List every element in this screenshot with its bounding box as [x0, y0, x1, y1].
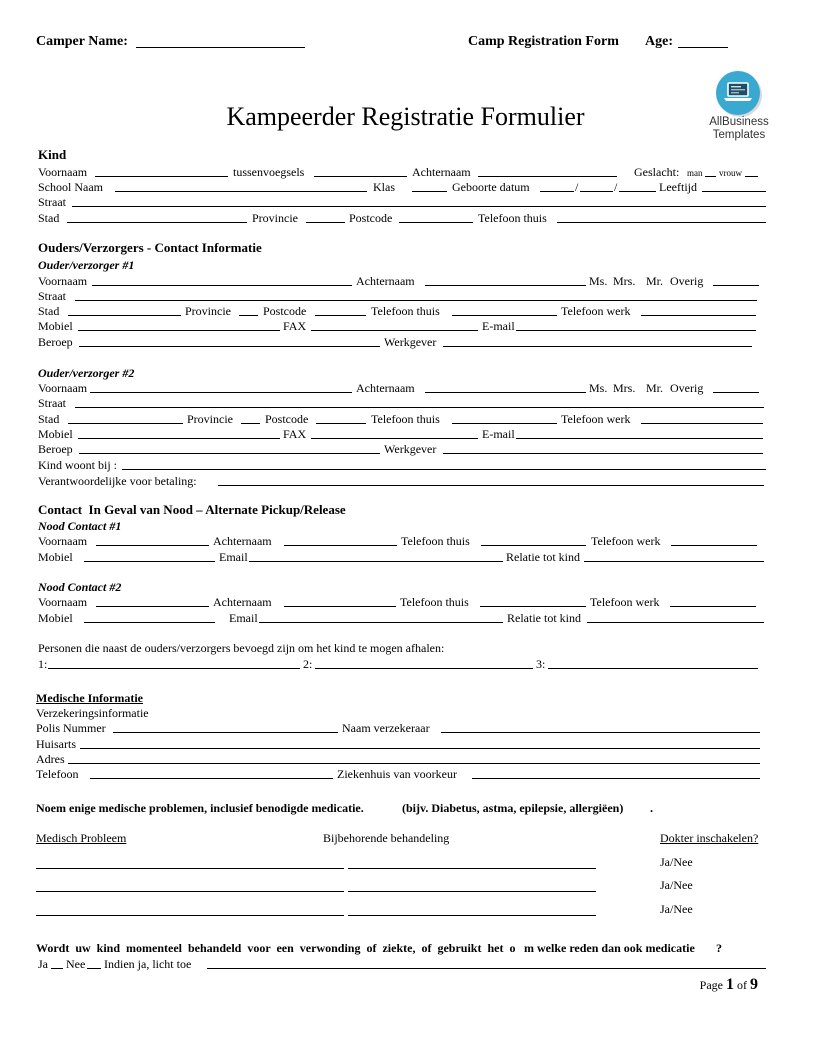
section-child-heading: [0, 147, 816, 163]
province-label: Provincie: [187, 412, 233, 426]
gp-label: Huisarts: [36, 737, 76, 751]
no-field[interactable]: [87, 956, 101, 969]
home-phone-label: Telefoon thuis: [401, 534, 470, 548]
street-label: Straat: [38, 289, 66, 303]
guardian2-name-row: [0, 380, 816, 396]
child-last-name-field[interactable]: [478, 164, 617, 177]
medical-phone-row: [0, 766, 816, 782]
problems-prompt-row: [0, 800, 816, 816]
yes-label: Ja: [38, 957, 48, 971]
emergency1-mobile-field[interactable]: [84, 549, 215, 562]
page-of-label: of: [737, 978, 747, 992]
salutation-ms-option[interactable]: Ms.: [589, 274, 608, 288]
child-street-row: [0, 194, 816, 210]
city-label: Stad: [38, 211, 60, 225]
pickup-slot-label-2: 2:: [303, 657, 313, 671]
email-label: Email: [229, 611, 258, 625]
guardian1-contact-row: [0, 318, 816, 334]
form-name-label: Camp Registration Form: [468, 34, 619, 49]
phone-label: Telefoon: [36, 767, 79, 781]
column-treatment: Bijbehorende behandeling: [323, 831, 450, 845]
emergency1-work-phone-field[interactable]: [671, 533, 757, 546]
guardian2-employer-field[interactable]: [443, 441, 763, 454]
logo-line-1: AllBusiness: [709, 116, 769, 128]
emergency1-contact-row: [0, 549, 816, 565]
medical-problem-field-1[interactable]: [36, 854, 344, 869]
salutation-other-option[interactable]: Overig: [670, 381, 704, 395]
salutation-ms-option[interactable]: Ms.: [589, 381, 608, 395]
work-phone-label: Telefoon werk: [561, 304, 631, 318]
child-postcode-field[interactable]: [399, 210, 473, 223]
guardian1-work-row: [0, 334, 816, 350]
salutation-other-option[interactable]: Overig: [670, 274, 704, 288]
total-pages: 9: [750, 976, 758, 993]
lives-with-row: [0, 457, 816, 473]
salutation-mrs-option[interactable]: Mrs.: [613, 381, 636, 395]
gp-row: [0, 736, 816, 752]
emergency2-relation-field[interactable]: [587, 610, 764, 623]
page-number: [600, 975, 758, 995]
gp-phone-field[interactable]: [90, 766, 333, 779]
address-label: Adres: [36, 752, 65, 766]
occupation-label: Beroep: [38, 335, 73, 349]
column-medical-problem: Medisch Probleem: [36, 831, 127, 845]
guardian1-fax-field[interactable]: [311, 318, 478, 331]
guardian1-home-phone-field[interactable]: [452, 303, 557, 316]
medical-problem-field-2[interactable]: [36, 877, 344, 892]
province-label: Provincie: [252, 211, 298, 225]
camper-name-label: Camper Name:: [36, 34, 128, 49]
last-name-label: Achternaam: [213, 534, 272, 548]
last-name-label: Achternaam: [356, 381, 415, 395]
last-name-label: Achternaam: [213, 595, 272, 609]
doctor-option-1[interactable]: Ja/Nee: [660, 855, 693, 869]
guardian1-postcode-field[interactable]: [315, 303, 366, 316]
header-row: [0, 34, 816, 50]
birth-month-field[interactable]: [580, 179, 613, 192]
insurer-label: Naam verzekeraar: [342, 721, 430, 735]
parents-heading: Ouders/Verzorgers - Contact Informatie: [38, 240, 262, 255]
emergency1-last-name-field[interactable]: [284, 533, 397, 546]
guardian2-province-field[interactable]: [241, 411, 260, 424]
child-home-phone-field[interactable]: [557, 210, 766, 223]
last-name-label: Achternaam: [356, 274, 415, 288]
first-name-label: Voornaam: [38, 534, 88, 548]
insurance-heading-row: [0, 705, 816, 721]
child-name-row: [0, 164, 816, 180]
salutation-mr-option[interactable]: Mr.: [646, 381, 664, 395]
home-phone-label: Telefoon thuis: [478, 211, 547, 225]
pickup-slot-label-1: 1:: [38, 657, 48, 671]
doctor-option-2[interactable]: Ja/Nee: [660, 878, 693, 892]
guardian1-last-name-field[interactable]: [425, 273, 586, 286]
address-row: [0, 751, 816, 767]
policy-label: Polis Nummer: [36, 721, 106, 735]
age-field[interactable]: [678, 34, 728, 48]
guardian2-fax-field[interactable]: [311, 426, 478, 439]
city-label: Stad: [38, 412, 60, 426]
province-label: Provincie: [185, 304, 231, 318]
guardian2-occupation-field[interactable]: [79, 441, 380, 454]
guardian1-mobile-field[interactable]: [78, 318, 280, 331]
emergency2-home-phone-field[interactable]: [480, 594, 586, 607]
yes-field[interactable]: [51, 956, 63, 969]
relation-label: Relatie tot kind: [506, 550, 580, 564]
guardian1-street-field[interactable]: [75, 288, 757, 301]
email-label: E-mail: [482, 319, 515, 333]
school-label: School Naam: [38, 180, 103, 194]
school-field[interactable]: [115, 179, 367, 192]
gp-address-field[interactable]: [68, 751, 760, 764]
gender-male-option[interactable]: man: [687, 168, 703, 178]
problems-example: (bijv. Diabetus, astma, epilepsie, allergiëen): [402, 801, 624, 815]
problems-table-row: [0, 854, 816, 870]
pickup-slot-label-3: 3:: [536, 657, 546, 671]
doctor-option-3[interactable]: Ja/Nee: [660, 902, 693, 916]
child-province-field[interactable]: [306, 210, 345, 223]
class-field[interactable]: [412, 179, 447, 192]
guardian2-postcode-field[interactable]: [316, 411, 366, 424]
emergency1-name-row: [0, 533, 816, 549]
last-name-label: Achternaam: [412, 165, 471, 179]
emergency2-work-phone-field[interactable]: [670, 594, 756, 607]
emergency2-title: Nood Contact #2: [38, 580, 122, 594]
no-label: Nee: [66, 957, 86, 971]
street-label: Straat: [38, 195, 66, 209]
fax-label: FAX: [283, 319, 307, 333]
logo-line-2: Templates: [712, 129, 766, 141]
employer-label: Werkgever: [384, 442, 437, 456]
guardian2-title: Ouder/verzorger #2: [38, 366, 135, 380]
relation-label: Relatie tot kind: [507, 611, 581, 625]
current-page: 1: [726, 976, 734, 993]
problems-table-header: [0, 830, 816, 846]
first-name-label: Voornaam: [38, 381, 88, 395]
treatment-question-part-1: Wordt uw kind momenteel behandeld voor een verwonding of ziekte, of gebruikt het o: [36, 941, 516, 955]
problems-prompt: Noem enige medische problemen, inclusief benodigde medicatie.: [36, 801, 364, 815]
emergency2-heading: [0, 579, 816, 595]
guardian1-employer-field[interactable]: [443, 334, 752, 347]
mobile-label: Mobiel: [38, 611, 73, 625]
occupation-label: Beroep: [38, 442, 73, 456]
treatment-question-row: [0, 940, 816, 956]
age-label: Leeftijd: [659, 180, 697, 194]
child-city-row: [0, 210, 816, 226]
home-phone-label: Telefoon thuis: [371, 304, 440, 318]
emergency1-title: Nood Contact #1: [38, 519, 122, 533]
pickup-persons-row: [0, 656, 816, 672]
guardian1-city-field[interactable]: [68, 303, 181, 316]
guardian2-work-phone-field[interactable]: [641, 411, 763, 424]
guardian2-email-field[interactable]: [516, 426, 763, 439]
guardian2-home-phone-field[interactable]: [452, 411, 557, 424]
payer-field[interactable]: [218, 473, 764, 486]
guardian2-street-row: [0, 395, 816, 411]
date-separator: /: [575, 180, 579, 194]
hospital-field[interactable]: [472, 766, 760, 779]
policy-number-field[interactable]: [113, 720, 338, 733]
section-parents-heading: [0, 240, 816, 256]
gender-female-option[interactable]: vrouw: [719, 168, 742, 178]
child-age-field[interactable]: [702, 179, 766, 192]
emergency2-contact-row: [0, 610, 816, 626]
age-label: Age:: [645, 34, 673, 49]
emergency1-first-name-field[interactable]: [96, 533, 209, 546]
gender-label: Geslacht:: [634, 165, 680, 179]
postcode-label: Postcode: [349, 211, 393, 225]
child-first-name-field[interactable]: [95, 164, 228, 177]
emergency2-last-name-field[interactable]: [284, 594, 396, 607]
birth-day-field[interactable]: [540, 179, 574, 192]
problems-table-row: [0, 877, 816, 893]
column-call-doctor: Dokter inschakelen?: [660, 831, 759, 845]
child-school-row: [0, 179, 816, 195]
insurance-label: Verzekeringsinformatie: [36, 706, 149, 720]
birth-year-field[interactable]: [619, 179, 656, 192]
guardian1-street-row: [0, 288, 816, 304]
guardian1-province-field[interactable]: [239, 303, 258, 316]
guardian1-city-row: [0, 303, 816, 319]
guardian2-contact-row: [0, 426, 816, 442]
guardian1-name-row: [0, 273, 816, 289]
explain-field[interactable]: [207, 956, 766, 969]
treatment-answer-row: [0, 956, 816, 972]
middle-name-label: tussenvoegsels: [233, 165, 305, 179]
medical-heading: Medische Informatie: [36, 691, 143, 705]
pickup-prompt: Personen die naast de ouders/verzorgers bevoegd zijn om het kind te mogen afhalen:: [38, 641, 445, 655]
child-street-field[interactable]: [72, 194, 766, 207]
child-middle-name-field[interactable]: [314, 164, 407, 177]
pickup-person-2-field[interactable]: [315, 656, 533, 669]
treatment-question-part-2: m welke reden dan ook medicatie: [524, 941, 695, 955]
camper-name-field[interactable]: [136, 34, 305, 48]
first-name-label: Voornaam: [38, 595, 88, 609]
child-heading: Kind: [38, 147, 67, 162]
section-medical-heading: [0, 690, 816, 706]
employer-label: Werkgever: [384, 335, 437, 349]
guardian2-work-row: [0, 441, 816, 457]
lives-with-field[interactable]: [122, 457, 766, 470]
guardian2-last-name-field[interactable]: [425, 380, 586, 393]
gender-male-field[interactable]: [705, 164, 716, 177]
home-phone-label: Telefoon thuis: [371, 412, 440, 426]
page-title: Kampeerder Registratie Formulier: [226, 102, 585, 131]
email-label: Email: [219, 550, 248, 564]
mobile-label: Mobiel: [38, 319, 73, 333]
emergency1-home-phone-field[interactable]: [481, 533, 586, 546]
problems-table-row: [0, 901, 816, 917]
section-emergency-heading: [0, 502, 816, 518]
mobile-label: Mobiel: [38, 427, 73, 441]
gp-field[interactable]: [80, 736, 760, 749]
guardian1-occupation-field[interactable]: [79, 334, 380, 347]
treatment-question-end: ?: [716, 941, 722, 955]
postcode-label: Postcode: [265, 412, 309, 426]
insurer-field[interactable]: [441, 720, 760, 733]
pickup-person-1-field[interactable]: [48, 656, 300, 669]
home-phone-label: Telefoon thuis: [400, 595, 469, 609]
guardian1-title: Ouder/verzorger #1: [38, 258, 135, 272]
work-phone-label: Telefoon werk: [591, 534, 661, 548]
hospital-label: Ziekenhuis van voorkeur: [337, 767, 457, 781]
pickup-person-3-field[interactable]: [548, 656, 758, 669]
pickup-prompt-row: [0, 640, 816, 656]
medical-problem-field-3[interactable]: [36, 901, 344, 916]
child-city-field[interactable]: [67, 210, 247, 223]
guardian2-first-name-field[interactable]: [90, 380, 352, 393]
work-phone-label: Telefoon werk: [590, 595, 660, 609]
first-name-label: Voornaam: [38, 274, 88, 288]
fax-label: FAX: [283, 427, 307, 441]
first-name-label: Voornaam: [38, 165, 88, 179]
guardian2-city-row: [0, 411, 816, 427]
work-phone-label: Telefoon werk: [561, 412, 631, 426]
guardian1-heading: [0, 257, 816, 273]
guardian1-first-name-field[interactable]: [92, 273, 352, 286]
date-separator: /: [614, 180, 618, 194]
birth-date-label: Geboorte datum: [452, 180, 530, 194]
class-label: Klas: [373, 180, 395, 194]
mobile-label: Mobiel: [38, 550, 73, 564]
city-label: Stad: [38, 304, 60, 318]
emergency2-email-field[interactable]: [259, 610, 503, 623]
emergency2-first-name-field[interactable]: [96, 594, 209, 607]
salutation-mrs-option[interactable]: Mrs.: [613, 274, 636, 288]
problems-end: .: [650, 801, 653, 815]
guardian1-other-field[interactable]: [713, 273, 759, 286]
explain-label: Indien ja, licht toe: [104, 957, 192, 971]
emergency-heading: Contact In Geval van Nood – Alternate Pickup/Release: [38, 502, 346, 517]
guardian2-street-field[interactable]: [75, 395, 764, 408]
postcode-label: Postcode: [263, 304, 307, 318]
guardian2-heading: [0, 365, 816, 381]
lives-with-label: Kind woont bij :: [38, 458, 118, 472]
page-label: Page: [699, 978, 723, 992]
street-label: Straat: [38, 396, 66, 410]
emergency1-heading: [0, 518, 816, 534]
emergency1-email-field[interactable]: [249, 549, 503, 562]
guardian2-other-field[interactable]: [713, 380, 759, 393]
emergency2-name-row: [0, 594, 816, 610]
treatment-field-1[interactable]: [348, 854, 596, 869]
policy-row: [0, 720, 816, 736]
gender-female-field[interactable]: [745, 164, 758, 177]
email-label: E-mail: [482, 427, 515, 441]
guardian2-mobile-field[interactable]: [78, 426, 280, 439]
payer-label: Verantwoordelijke voor betaling:: [38, 474, 197, 488]
payer-row: [0, 473, 816, 489]
salutation-mr-option[interactable]: Mr.: [646, 274, 664, 288]
guardian1-email-field[interactable]: [516, 318, 756, 331]
treatment-field-2[interactable]: [348, 877, 596, 892]
guardian2-city-field[interactable]: [68, 411, 183, 424]
treatment-field-3[interactable]: [348, 901, 596, 916]
emergency2-mobile-field[interactable]: [84, 610, 215, 623]
guardian1-work-phone-field[interactable]: [641, 303, 756, 316]
emergency1-relation-field[interactable]: [584, 549, 764, 562]
